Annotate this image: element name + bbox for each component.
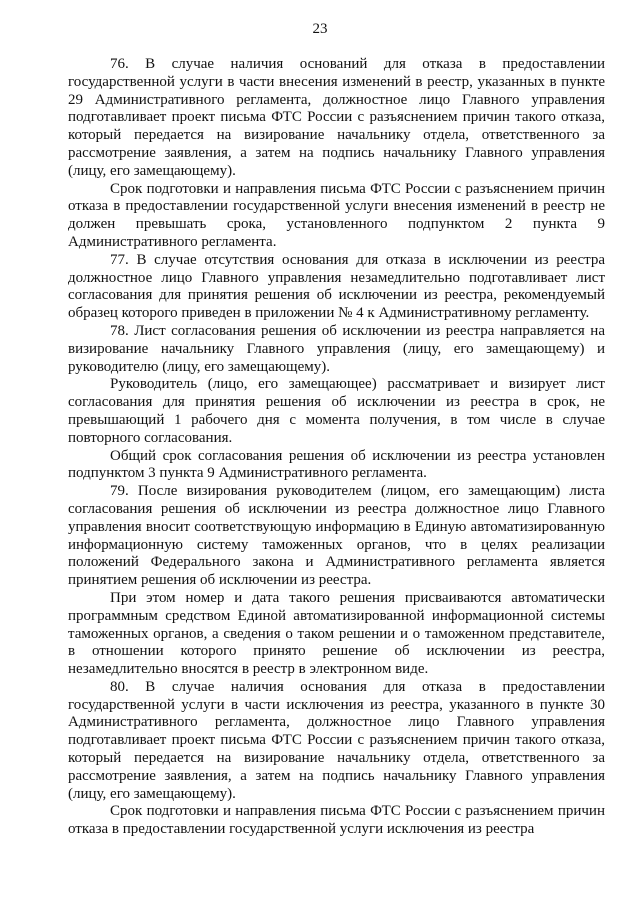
paragraph-79: 79. После визирования руководителем (лицом, его замещающим) листа согласования решения об исключении из реестра должностное лицо Главного управления вносит соответствующую информацию в Единую автоматизированную информационную систему таможенных органов, что в целях реализации положений Федерального закона и Административного регламента является принятием решения об исключении из реестра. [68, 483, 605, 589]
paragraph-76-deadline: Срок подготовки и направления письма ФТС России с разъяснением причин отказа в предоставлении государственной услуги внесения изменений в реестр не должен превышать срока, установленного подпунктом 2 пункта 9 Административного регламента. [68, 180, 605, 250]
paragraph-78-head-review: Руководитель (лицо, его замещающее) рассматривает и визирует лист согласования для принятия решения об исключении из реестра в срок, не превышающий 1 рабочего дня с момента получения, в том числе в случае повторного согласования. [68, 376, 605, 446]
paragraph-76: 76. В случае наличия оснований для отказа в предоставлении государственной услуги в части внесения изменений в реестр, указанных в пункте 29 Административного регламента, должностное лицо Главного управления подготавливает проект письма ФТС России с разъяснением причин такого отказа, который передается на визирование начальнику отдела, ответственного за рассмотрение заявления, а затем на подпись начальнику Главного управления (лицу, его замещающему). [68, 56, 605, 179]
paragraph-77: 77. В случае отсутствия основания для отказа в исключении из реестра должностное лицо Главного управления незамедлительно подготавливает лист согласования для принятия решения об исключении из реестра, рекомендуемый образец которого приведен в приложении № 4 к Административному регламенту. [68, 251, 605, 322]
paragraph-80: 80. В случае наличия основания для отказа в предоставлении государственной услуги в части исключения из реестра, указанного в пункте 30 Административного регламента, должностное лицо Главного управления подготавливает проект письма ФТС России с разъяснением причин такого отказа, который передается на визирование начальнику отдела, ответственного за рассмотрение заявления, а затем на подпись начальнику Главного управления (лицу, его замещающему). [68, 678, 605, 802]
paragraph-79-numbering: При этом номер и дата такого решения присваиваются автоматически программным средством Единой автоматизированной информационной системы таможенных органов, а сведения о таком решении и о таможенном представителе, в отношении которого принято решение об исключении из реестра, незамедлительно вносятся в реестр в электронном виде. [68, 589, 605, 678]
document-body [68, 56, 605, 839]
paragraph-78: 78. Лист согласования решения об исключении из реестра направляется на визирование начальнику Главного управления (лицу, его замещающему) и руководителю (лицу, его замещающему). [68, 322, 605, 375]
paragraph-78-total-term: Общий срок согласования решения об исключении из реестра установлен подпунктом 3 пункта 9 Административного регламента. [68, 447, 605, 482]
page-number: 23 [312, 21, 328, 37]
paragraph-80-deadline: Срок подготовки и направления письма ФТС России с разъяснением причин отказа в предоставлении государственной услуги исключения из реестра [68, 803, 605, 838]
